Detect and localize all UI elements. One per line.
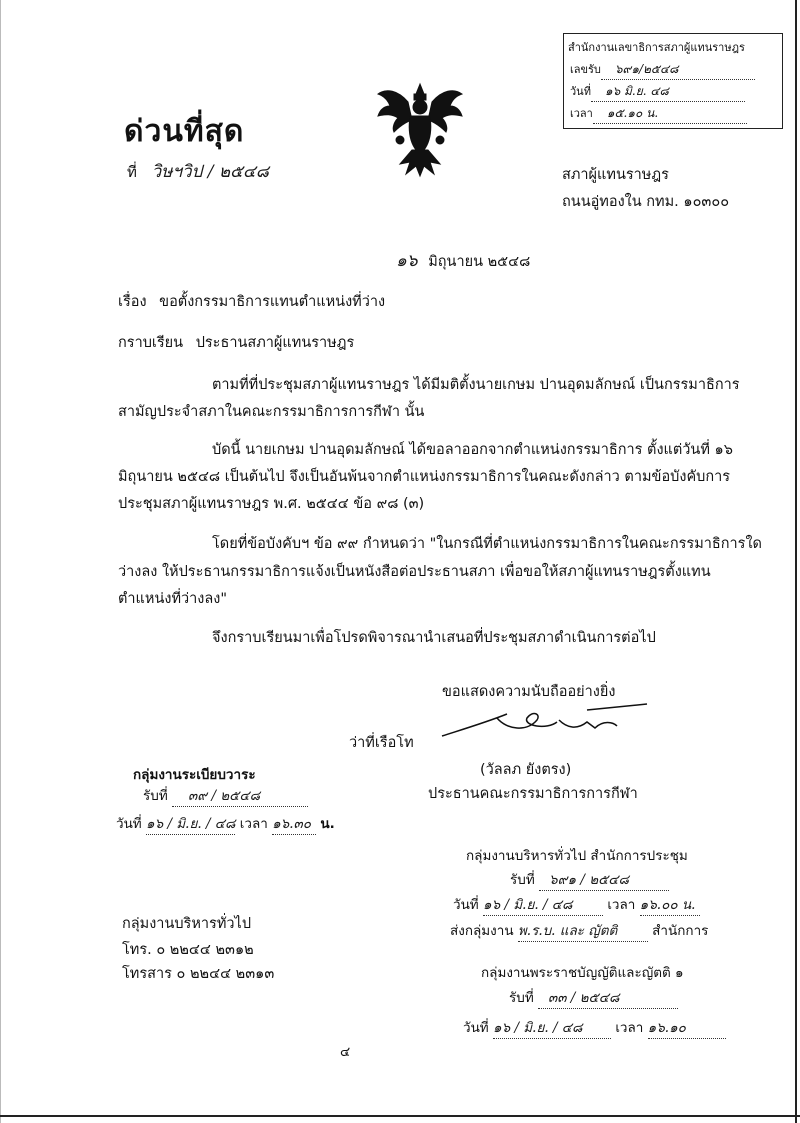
agenda-stamp-time-value: ๑๖.๓๐: [272, 812, 316, 835]
admin-stamp-number-label: รับที่: [510, 872, 535, 888]
contact-fax: โทรสาร ๐ ๒๒๔๔ ๒๓๑๓: [122, 966, 275, 982]
bill-stamp-date-value: ๑๖ / มิ.ย. / ๔๘: [493, 1016, 611, 1039]
bill-stamp-date: [463, 1016, 726, 1039]
signer-rank: ว่าที่เรือโท: [349, 735, 414, 751]
letter-date-text: มิถุนายน ๒๕๔๘: [428, 254, 531, 270]
salutation-recipient: ประธานสภาผู้แทนราษฎร: [195, 335, 355, 351]
para3-line2: ว่างลง ให้ประธานกรรมาธิการแจ้งเป็นหนังสือต่อประธานสภา เพื่อขอให้สภาผู้แทนราษฎรตั้งแทน: [118, 564, 711, 580]
para3-line1: โดยที่ข้อบังคับฯ ข้อ ๙๙ กำหนดว่า "ในกรณีที่ตำแหน่งกรรมาธิการในคณะกรรมาธิการใด: [212, 536, 762, 552]
bill-stamp-number: [509, 986, 678, 1009]
bill-stamp-time-value: ๑๖.๑๐: [648, 1016, 726, 1039]
subject-label: เรื่อง: [118, 294, 147, 310]
receipt-stamp-date-value: ๑๖ มิ.ย. ๔๘: [591, 82, 745, 102]
bill-stamp-time-label: เวลา: [615, 1020, 644, 1036]
bill-stamp-number-value: ๓๓ / ๒๕๔๘: [538, 986, 678, 1009]
admin-stamp-title: กลุ่มงานบริหารทั่วไป สำนักการประชุม: [466, 848, 688, 864]
agenda-stamp-number: [143, 784, 308, 807]
receipt-stamp-time-value: ๑๕.๑๐ น.: [593, 104, 747, 124]
admin-stamp-number: [510, 868, 669, 891]
admin-stamp-date-label: วันที่: [453, 897, 479, 913]
contact-department: กลุ่มงานบริหารทั่วไป: [122, 916, 252, 932]
page-edge-right: [795, 0, 797, 1123]
urgency-heading: ด่วนที่สุด: [124, 114, 245, 149]
admin-stamp-forward-label: ส่งกลุ่มงาน: [450, 923, 514, 939]
para1-line1: ตามที่ที่ประชุมสภาผู้แทนราษฎร ได้มีมติตั้งนายเกษม ปานอุดมลักษณ์ เป็นกรรมาธิการ: [212, 377, 740, 393]
subject-text: ขอตั้งกรรมาธิการแทนตำแหน่งที่ว่าง: [159, 294, 386, 310]
para2-line1: บัดนี้ นายเกษม ปานอุดมลักษณ์ ได้ขอลาออกจากตำแหน่งกรรมาธิการ ตั้งแต่วันที่ ๑๖: [212, 442, 733, 458]
page-edge-bottom: [0, 1115, 800, 1117]
agenda-stamp-date-label: วันที่: [116, 816, 142, 832]
letter-date-day: ๑๖: [396, 251, 418, 271]
admin-stamp-date: [453, 893, 700, 916]
para3-line3: ตำแหน่งที่ว่างลง": [118, 591, 228, 607]
receipt-stamp-date-row: [570, 82, 775, 102]
receipt-stamp-number-label: เลขรับ: [570, 63, 601, 76]
receipt-stamp-time-row: [570, 104, 775, 124]
reference-value: วิษฯวิป / ๒๕๔๘: [151, 162, 269, 182]
receipt-stamp: [563, 33, 783, 129]
subject-line: [118, 290, 385, 313]
bill-stamp-title: กลุ่มงานพระราชบัญญัติและญัตติ ๑: [481, 965, 684, 981]
agenda-stamp-number-value: ๓๙ / ๒๕๔๘: [172, 784, 308, 807]
office-name: สภาผู้แทนราษฎร: [562, 167, 669, 183]
admin-stamp-time-label: เวลา: [607, 897, 636, 913]
admin-stamp-date-value: ๑๖ / มิ.ย. / ๔๘: [483, 893, 603, 916]
receipt-stamp-title: สำนักงานเลขาธิการสภาผู้แทนราษฎร: [568, 41, 745, 54]
salutation-label: กราบเรียน: [118, 335, 184, 351]
admin-stamp-forward-suffix: สำนักการ: [652, 923, 709, 939]
bill-stamp-date-label: วันที่: [463, 1020, 489, 1036]
page-edge-left: [0, 0, 1, 1123]
admin-stamp-forward-value: พ.ร.บ. และ ญัตติ: [518, 919, 648, 942]
receipt-stamp-number-value: ๖๙๑/๒๕๔๘: [601, 60, 755, 80]
receipt-stamp-number-row: [570, 60, 775, 80]
office-address: ถนนอู่ทองใน กทม. ๑๐๓๐๐: [562, 194, 730, 210]
garuda-emblem-icon: [370, 80, 470, 180]
reference-number: [127, 158, 269, 185]
para2-line2: มิถุนายน ๒๕๔๘ เป็นต้นไป จึงเป็นอันพ้นจากตำแหน่งกรรมาธิการในคณะดังกล่าว ตามข้อบังคับการ: [118, 469, 731, 485]
admin-stamp-time-value: ๑๖.๐๐ น.: [640, 893, 700, 916]
letter-date: [396, 247, 530, 274]
agenda-stamp-time-label: เวลา: [239, 816, 268, 832]
agenda-stamp-title: กลุ่มงานระเบียบวาระ: [133, 767, 256, 783]
receipt-stamp-time-label: เวลา: [570, 107, 593, 120]
signer-title: ประธานคณะกรรมาธิการการกีฬา: [428, 786, 638, 802]
contact-phone: โทร. ๐ ๒๒๔๔ ๒๓๑๒: [122, 942, 254, 958]
closing: ขอแสดงความนับถืออย่างยิ่ง: [442, 684, 616, 700]
para4: จึงกราบเรียนมาเพื่อโปรดพิจารณานำเสนอที่ประชุมสภาดำเนินการต่อไป: [212, 630, 656, 646]
receipt-stamp-date-label: วันที่: [570, 85, 591, 98]
agenda-stamp-date-value: ๑๖ / มิ.ย. / ๔๘: [146, 812, 235, 835]
salutation-line: [118, 331, 354, 354]
agenda-stamp-date: [116, 812, 335, 835]
bill-stamp-number-label: รับที่: [509, 990, 534, 1006]
para1-line2: สามัญประจำสภาในคณะกรรมาธิการการกีฬา นั้น: [118, 404, 425, 420]
signer-name: (วัลลภ ยังตรง): [480, 762, 572, 778]
page-mark: ๔: [340, 1044, 351, 1060]
handwritten-signature: [437, 700, 662, 752]
agenda-stamp-number-label: รับที่: [143, 788, 168, 804]
agenda-stamp-time-unit: น.: [320, 816, 335, 832]
admin-stamp-forward: [450, 919, 708, 942]
reference-label: ที่: [127, 163, 137, 181]
admin-stamp-number-value: ๖๙๑ / ๒๕๔๘: [539, 868, 669, 891]
para2-line3: ประชุมสภาผู้แทนราษฎร พ.ศ. ๒๕๔๔ ข้อ ๙๘ (๓): [118, 496, 425, 512]
